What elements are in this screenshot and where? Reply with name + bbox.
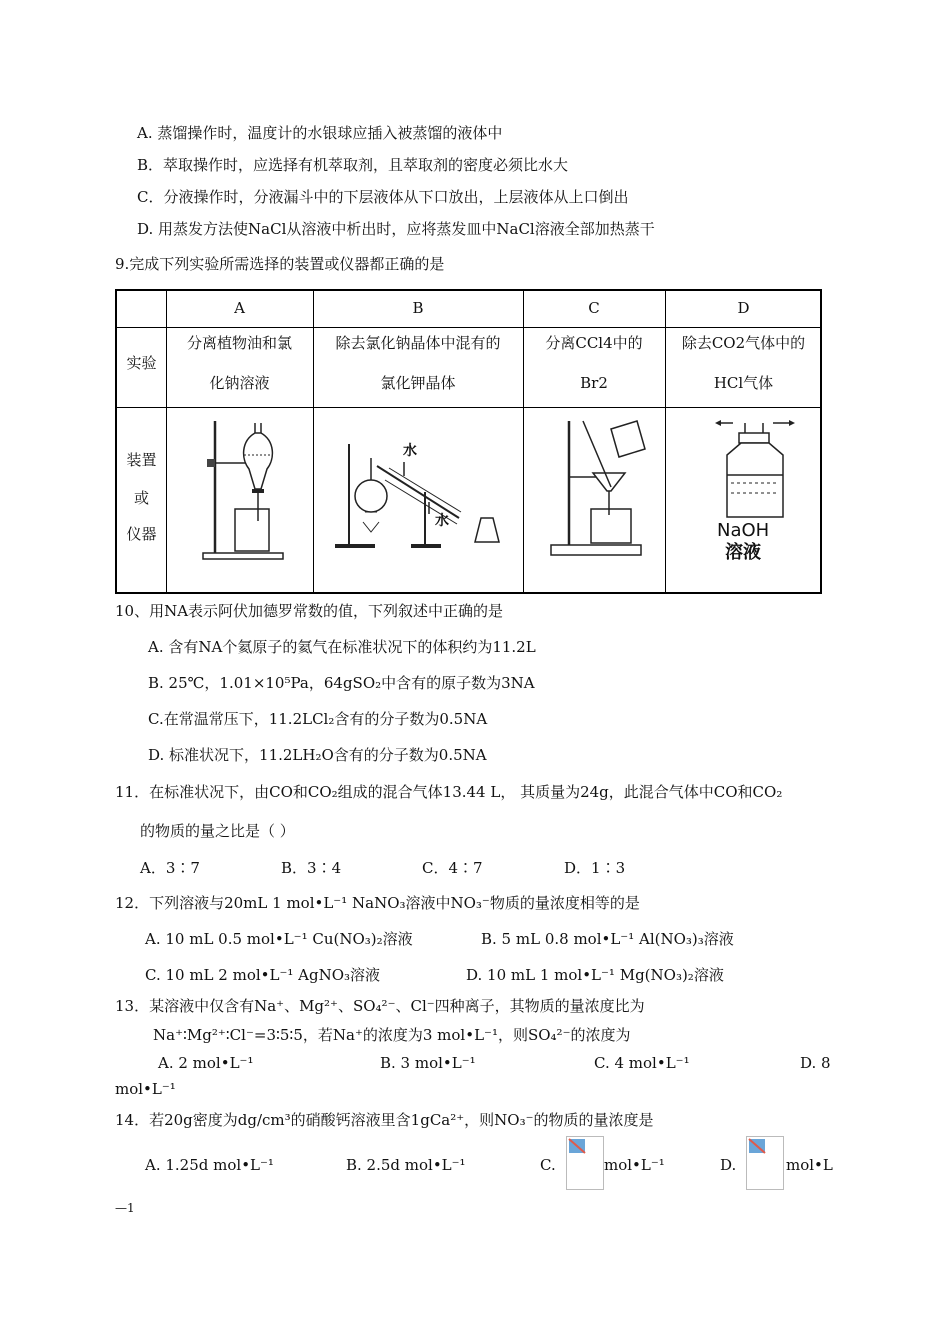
q12-option-c: C. 10 mL 2 mol•L⁻¹ AgNO₃溶液 <box>145 966 381 984</box>
q10-option-d: D. 标准状况下，11.2LH₂O含有的分子数为0.5NA <box>148 746 487 764</box>
q11-option-a: A．3∶7 <box>140 859 200 877</box>
q14-option-b: B. 2.5d mol•L⁻¹ <box>346 1156 466 1174</box>
q14-option-c-label: C. <box>540 1156 556 1174</box>
row-label-apparatus-3: 仪器 <box>126 525 157 543</box>
q11-option-b: B．3∶4 <box>281 859 342 877</box>
gas-washing-bottle-diagram <box>713 413 799 523</box>
q10-option-b: B. 25℃，1.01×10⁵Pa，64gSO₂中含有的原子数为3NA <box>148 674 535 692</box>
q13-option-b: B. 3 mol•L⁻¹ <box>380 1054 476 1072</box>
q8-option-a: A. 蒸馏操作时，温度计的水银球应插入被蒸馏的液体中 <box>137 124 503 142</box>
q9-table <box>115 289 822 594</box>
exp-a-line2: 化钠溶液 <box>209 374 270 392</box>
filtration-diagram <box>545 415 655 561</box>
q13-option-c: C. 4 mol•L⁻¹ <box>594 1054 690 1072</box>
exp-c-line2: Br2 <box>580 374 608 392</box>
q11-option-d: D．1∶3 <box>564 859 626 877</box>
q12-option-a: A. 10 mL 0.5 mol•L⁻¹ Cu(NO₃)₂溶液 <box>145 930 413 948</box>
q14-option-d-unit: mol•L <box>786 1156 833 1174</box>
q9-stem: 9.完成下列实验所需选择的装置或仪器都正确的是 <box>115 255 445 273</box>
q13-line2: Na⁺∶Mg²⁺∶Cl⁻=3∶5∶5，若Na⁺的浓度为3 mol•L⁻¹，则SO₄²⁻的浓度为 <box>153 1026 631 1044</box>
separatory-funnel-diagram <box>197 417 297 563</box>
q12-option-b: B. 5 mL 0.8 mol•L⁻¹ Al(NO₃)₃溶液 <box>481 930 734 948</box>
b-water-out-label: 水 <box>435 513 449 529</box>
exp-d-line1: 除去CO2气体中的 <box>681 334 806 352</box>
header-a: A <box>234 299 245 317</box>
q14-option-d-image-icon <box>746 1136 784 1190</box>
q14-option-c-unit: mol•L⁻¹ <box>604 1156 665 1174</box>
q10-option-a: A. 含有NA个氦原子的氦气在标准状况下的体积约为11.2L <box>148 638 536 656</box>
q8-option-b: B．萃取操作时，应选择有机萃取剂，且萃取剂的密度必须比水大 <box>137 156 569 174</box>
q13-option-d: D. 8 <box>800 1054 831 1072</box>
q13-stem: 13．某溶液中仅含有Na⁺、Mg²⁺、SO₄²⁻、Cl⁻四种离子，其物质的量浓度比为 <box>115 997 645 1015</box>
q14-stem: 14．若20g密度为dg/cm³的硝酸钙溶液里含1gCa²⁺，则NO₃⁻的物质的量浓度是 <box>115 1111 654 1129</box>
exp-b-line2: 氯化钾晶体 <box>380 374 456 392</box>
q10-stem: 10、用NA表示阿伏加德罗常数的值，下列叙述中正确的是 <box>115 602 504 620</box>
q8-option-d: D. 用蒸发方法使NaCl从溶液中析出时，应将蒸发皿中NaCl溶液全部加热蒸干 <box>137 220 655 238</box>
q10-option-c: C.在常温常压下，11.2LCl₂含有的分子数为0.5NA <box>148 710 488 728</box>
d-solution-label: 溶液 <box>725 542 761 563</box>
q8-option-c: C．分液操作时，分液漏斗中的下层液体从下口放出，上层液体从上口倒出 <box>137 188 629 206</box>
row-label-experiment: 实验 <box>126 354 157 372</box>
row-label-apparatus-2: 或 <box>133 489 149 507</box>
exp-d-line2: HCl气体 <box>713 374 774 392</box>
q14-option-a: A. 1.25d mol•L⁻¹ <box>145 1156 274 1174</box>
q12-option-d: D. 10 mL 1 mol•L⁻¹ Mg(NO₃)₂溶液 <box>466 966 724 984</box>
q11-option-c: C．4∶7 <box>422 859 483 877</box>
q14-option-d-label: D. <box>720 1156 737 1174</box>
d-naoh-label: NaOH <box>717 520 770 541</box>
q12-stem: 12．下列溶液与20mL 1 mol•L⁻¹ NaNO₃溶液中NO₃⁻物质的量浓度相等的是 <box>115 894 640 912</box>
q14-option-c-image-icon <box>566 1136 604 1190</box>
header-b: B <box>412 299 424 317</box>
distillation-diagram <box>329 436 515 552</box>
header-d: D <box>737 299 750 317</box>
header-c: C <box>588 299 600 317</box>
row-label-apparatus-1: 装置 <box>126 451 157 469</box>
exp-a-line1: 分离植物油和氯 <box>186 334 292 352</box>
q11-stem-line2: 的物质的量之比是（ ） <box>140 822 295 840</box>
exp-c-line1: 分离CCl4中的 <box>545 334 643 352</box>
exp-b-line1: 除去氯化钠晶体中混有的 <box>335 334 501 352</box>
q11-stem-line1: 11．在标准状况下，由CO和CO₂组成的混合气体13.44 L， 其质量为24g，此混合气体中CO和CO₂ <box>115 783 783 801</box>
q14-option-d-unit-wrap: —1 <box>115 1201 135 1215</box>
q13-option-a: A. 2 mol•L⁻¹ <box>158 1054 254 1072</box>
b-water-in-label: 水 <box>403 443 417 459</box>
q13-option-d-unit: mol•L⁻¹ <box>115 1080 176 1098</box>
